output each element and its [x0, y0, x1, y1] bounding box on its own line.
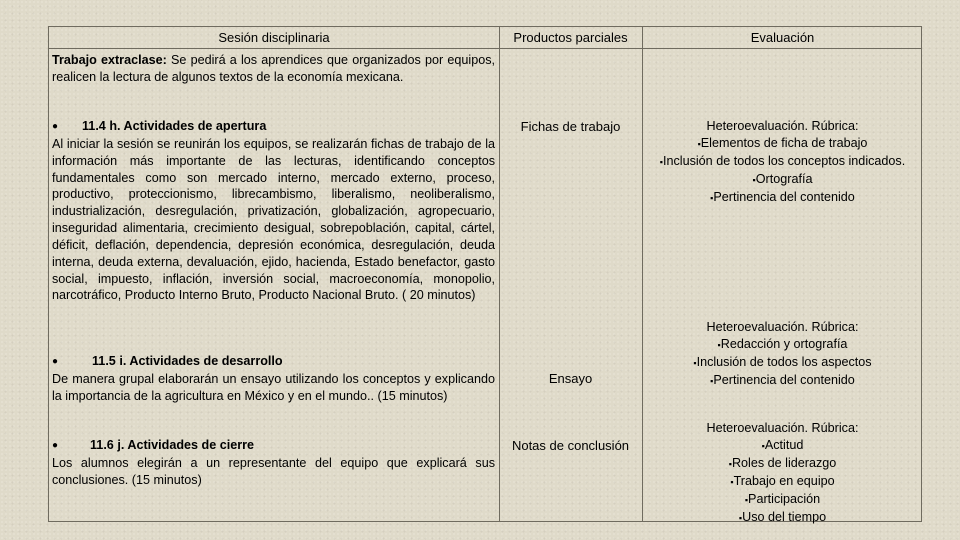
evaluation-title: Heteroevaluación. Rúbrica:	[706, 421, 859, 435]
evaluation-item: ▪ Pertinencia del contenido	[642, 372, 923, 390]
bullet-icon: ●	[52, 356, 59, 367]
bullet-icon: ●	[52, 440, 59, 451]
activity-title: 11.4 h. Actividades de apertura	[82, 119, 267, 133]
evaluation-title: Heteroevaluación. Rúbrica:	[706, 320, 859, 334]
header-divider	[49, 48, 921, 49]
evaluation-development	[642, 319, 923, 390]
header-evaluation: Evaluación	[750, 30, 815, 45]
activity-text: Al iniciar la sesión se reunirán los equipos, se realizarán fichas de trabajo de la información más importante de las lecturas, identificando conceptos fundamentales como son mercado interno, mercado externo, proceso, productivo, proteccionismo, librecambismo, liberalismo, neoliberalismo, industrialización, desregulación, privatización, globalización, agropecuario, inseguridad alimentaria, crecimiento desigual, sobrepoblación, capital, cártel, déficit, deflación, dependencia, depresión económica, desregulación, deuda interna, deuda externa, devaluación, ejido, hacienda, Estado benefactor, gasto social, impuesto, inflación, inversión social, macroeconomía, monopolio, narcotráfico, Producto Interno Bruto, Producto Nacional Bruto. ( 20 minutos)	[52, 136, 495, 303]
product-closing: Notas de conclusión	[511, 438, 630, 453]
activity-table	[48, 26, 922, 522]
evaluation-item: ▪ Pertinencia del contenido	[642, 189, 923, 207]
bullet-icon: ●	[52, 121, 59, 132]
header-session: Sesión disciplinaria	[218, 30, 330, 45]
product-development: Ensayo	[548, 371, 593, 386]
activity-text: Los alumnos elegirán a un representante del equipo que explicará sus conclusiones. (15 minutos)	[52, 455, 495, 487]
evaluation-item: ▪ Inclusión de todos los aspectos	[642, 354, 923, 372]
evaluation-closing	[642, 420, 923, 527]
activity-title: 11.5 i. Actividades de desarrollo	[92, 354, 283, 368]
extraclass-text: Se pedirá a los aprendices que organizados por equipos, realicen la lectura de algunos textos de la economía mexicana.	[52, 53, 496, 84]
activity-opening	[52, 118, 495, 304]
header-products: Productos parciales	[513, 30, 628, 45]
evaluation-item: ▪ Roles de liderazgo	[642, 455, 923, 473]
activity-closing	[52, 437, 495, 489]
activity-development	[52, 353, 495, 405]
evaluation-item: ▪ Trabajo en equipo	[642, 473, 923, 491]
evaluation-item: ▪ Redacción y ortografía	[642, 336, 923, 354]
extraclass-paragraph	[52, 52, 495, 86]
evaluation-item: ▪ Inclusión de todos los conceptos indicados.	[642, 153, 923, 171]
evaluation-title: Heteroevaluación. Rúbrica:	[706, 119, 859, 133]
evaluation-item: ▪ Participación	[642, 491, 923, 509]
evaluation-opening	[642, 118, 923, 207]
evaluation-item: ▪ Elementos de ficha de trabajo	[642, 135, 923, 153]
extraclass-label: Trabajo extraclase:	[52, 53, 167, 67]
evaluation-item: ▪ Uso del tiempo	[642, 509, 923, 527]
evaluation-item: ▪ Ortografía	[642, 171, 923, 189]
product-opening: Fichas de trabajo	[520, 119, 621, 134]
evaluation-item: ▪ Actitud	[642, 437, 923, 455]
activity-text: De manera grupal elaborarán un ensayo utilizando los conceptos y explicando la importancia de la agricultura en México y en el mundo.. (15 minutos)	[52, 371, 495, 403]
activity-title: 11.6 j. Actividades de cierre	[90, 438, 255, 452]
